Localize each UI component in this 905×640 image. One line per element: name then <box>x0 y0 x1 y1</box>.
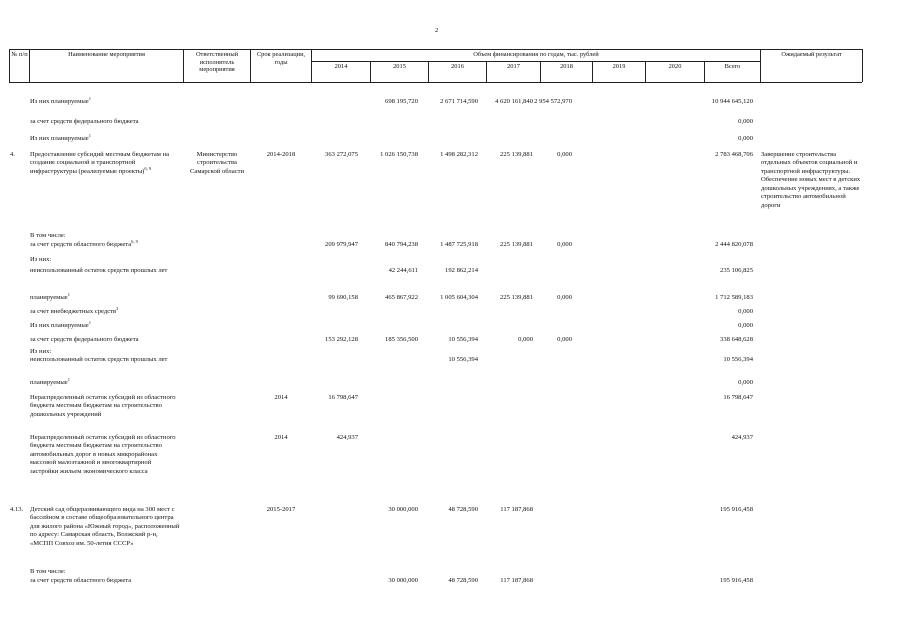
header-year-2019: 2019 <box>612 63 626 70</box>
cell-v2017: 4 620 161,840 <box>495 98 533 105</box>
header-name: Наименование мероприятия <box>68 51 145 58</box>
cell-v2017: 117 187,868 <box>500 577 533 584</box>
row-label <box>30 241 180 249</box>
row-label-text: Из них планируемые <box>30 98 89 105</box>
cell-v2017: 225 139,881 <box>500 241 533 248</box>
row-label <box>30 336 180 344</box>
cell-v2018: 0,000 <box>557 241 572 248</box>
row-label <box>30 294 180 302</box>
cell-total: 2 444 820,078 <box>715 241 753 248</box>
row-label-text: Из них планируемые <box>30 322 89 329</box>
row-label-text: В том числе: <box>30 568 66 575</box>
cell-total: 195 916,458 <box>720 577 753 584</box>
row-label <box>30 98 180 106</box>
row-label-text: Из них планируемые <box>30 135 89 142</box>
cell-v2015: 30 000,000 <box>388 577 418 584</box>
row-label <box>30 568 180 576</box>
cell-no: 4.13. <box>10 506 24 513</box>
cell-v2016: 1 005 604,304 <box>440 294 478 301</box>
cell-period: 2015-2017 <box>266 506 296 513</box>
cell-v2014: 16 798,647 <box>328 394 358 401</box>
cell-total: 0,000 <box>738 379 753 386</box>
cell-v2015: 185 356,500 <box>385 336 418 343</box>
cell-total: 0,000 <box>738 322 753 329</box>
cell-total: 338 648,628 <box>720 336 753 343</box>
header-year-2015: 2015 <box>393 63 406 70</box>
row-label <box>30 506 180 548</box>
cell-v2014: 209 979,947 <box>325 241 358 248</box>
footnote-ref: 6, 9 <box>131 239 138 244</box>
footnote-ref: 2 <box>116 306 119 311</box>
row-label <box>30 394 180 419</box>
row-label-text: за счет средств федерального бюджета <box>30 118 139 125</box>
cell-total: 1 712 589,183 <box>715 294 753 301</box>
header-year-2017: 2017 <box>507 63 520 70</box>
row-label <box>30 308 180 316</box>
row-label-text: Нераспределенный остаток субсидий из областного бюджета местным бюджетам на строительство автомобильных дорог в новых микрорайонах массовой малоэтажной и многоквартирной застройки жильем экономического класса <box>30 434 176 475</box>
row-label <box>30 434 180 476</box>
cell-total: 195 916,458 <box>720 506 753 513</box>
footnote-ref: 1 <box>88 320 91 325</box>
header-period: Срок реализации, годы <box>256 51 306 66</box>
cell-v2014: 363 272,075 <box>325 151 358 158</box>
row-label-text: В том числе: <box>30 232 66 239</box>
cell-result: Завершение строительства отдельных объектов социальной и транспортной инфраструктуры. Обеспечение новых мест в детских дошкольных учреждениях, а также строительство автомобильной дороги <box>761 151 861 209</box>
cell-v2015: 465 867,922 <box>385 294 418 301</box>
cell-total: 424,937 <box>731 434 753 441</box>
cell-v2017: 225 139,881 <box>500 151 533 158</box>
row-label-text: планируемые <box>30 379 68 386</box>
cell-v2016: 10 556,394 <box>448 336 478 343</box>
header-funding: Объем финансирования по годам, тыс. рублей <box>473 51 599 58</box>
footnote-ref: 1 <box>88 133 91 138</box>
cell-v2015: 30 000,000 <box>388 506 418 513</box>
header-year-2018: 2018 <box>560 63 573 70</box>
cell-v2014: 99 690,158 <box>328 294 358 301</box>
row-label-text: Детский сад общеразвивающего вида на 300 мест с бассейном в составе общеобразовательного центра для жилого района «Южный город», расположенный по адресу: Самарская область, Волжский р-н, «МСПП Совхоз им. 50-летия СССР» <box>30 506 180 547</box>
row-label-text: Из них: <box>30 256 52 263</box>
cell-period: 2014 <box>274 394 288 401</box>
footnote-ref: 1 <box>67 292 70 297</box>
footnote-ref: 1 <box>67 377 70 382</box>
cell-v2016: 1 498 282,312 <box>440 151 478 158</box>
cell-total: 0,000 <box>738 135 753 142</box>
row-label-text: Нераспределенный остаток субсидий из областного бюджета местным бюджетам на строительство дошкольных учреждений <box>30 394 176 418</box>
row-label <box>30 577 180 585</box>
footnote-ref: 6, 9 <box>144 165 152 171</box>
row-label-text: за счет средств областного бюджета <box>30 241 132 248</box>
header-executor: Ответственный исполнитель мероприятия <box>195 51 239 74</box>
cell-v2016: 192 862,214 <box>445 267 478 274</box>
header-no: № п/п <box>11 51 28 58</box>
row-label <box>30 356 180 364</box>
header-year-2020: 2020 <box>668 63 682 70</box>
cell-period: 2014 <box>274 434 288 441</box>
cell-v2016: 10 556,394 <box>448 356 478 363</box>
row-label <box>30 151 180 176</box>
page-number: 2 <box>435 27 439 34</box>
cell-total: 10 944 645,120 <box>711 98 753 105</box>
cell-v2016: 2 671 714,590 <box>440 98 478 105</box>
cell-v2018: 2 954 572,970 <box>534 98 572 105</box>
cell-v2018: 0,000 <box>557 151 572 158</box>
cell-v2016: 48 728,590 <box>448 577 478 584</box>
row-label <box>30 135 180 143</box>
header-result: Ожидаемый результат <box>781 51 842 58</box>
cell-total: 2 783 468,706 <box>715 151 753 158</box>
cell-total: 0,000 <box>738 308 753 315</box>
row-label-text: за счет средств областного бюджета <box>30 577 132 584</box>
cell-total: 10 556,394 <box>723 356 753 363</box>
cell-v2017: 225 139,881 <box>500 294 533 301</box>
row-label <box>30 267 180 275</box>
cell-v2015: 42 244,611 <box>388 267 418 274</box>
row-label-text: планируемые <box>30 294 68 301</box>
row-label-text: за счет средств федерального бюджета <box>30 336 139 343</box>
cell-v2015: 840 794,238 <box>385 241 418 248</box>
row-label <box>30 256 180 264</box>
row-label <box>30 118 180 126</box>
cell-v2014: 153 292,128 <box>325 336 358 343</box>
row-label <box>30 322 180 330</box>
cell-v2015: 1 026 150,738 <box>380 151 418 158</box>
cell-executor: Министерство строительства Самарской области <box>190 151 244 175</box>
cell-total: 235 106,825 <box>720 267 753 274</box>
row-label <box>30 232 180 240</box>
cell-total: 0,000 <box>738 118 753 125</box>
cell-v2015: 698 195,720 <box>385 98 418 105</box>
cell-v2016: 48 728,590 <box>448 506 478 513</box>
cell-v2016: 1 487 725,918 <box>440 241 478 248</box>
cell-v2014: 424,937 <box>336 434 358 441</box>
cell-total: 16 798,647 <box>723 394 753 401</box>
cell-v2018: 0,000 <box>557 294 572 301</box>
row-label-text: за счет внебюджетных средств <box>30 308 117 315</box>
header-total: Всего <box>724 63 741 70</box>
cell-v2017: 0,000 <box>518 336 533 343</box>
row-label-text: неиспользованный остаток средств прошлых лет <box>30 267 168 274</box>
cell-v2017: 117 187,868 <box>500 506 533 513</box>
row-label-text: Из них: <box>30 348 52 355</box>
footnote-ref: 1 <box>88 96 91 101</box>
header-year-2014: 2014 <box>334 63 348 70</box>
row-label-text: Предоставление субсидий местным бюджетам на создание социальной и транспортной инфраструктуры (реализуемые проекты) <box>30 151 170 175</box>
header-year-2016: 2016 <box>451 63 464 70</box>
row-label-text: неиспользованный остаток средств прошлых лет <box>30 356 168 363</box>
cell-v2018: 0,000 <box>557 336 572 343</box>
cell-period: 2014-2018 <box>266 151 296 158</box>
row-label <box>30 379 180 387</box>
cell-no: 4. <box>10 151 15 158</box>
